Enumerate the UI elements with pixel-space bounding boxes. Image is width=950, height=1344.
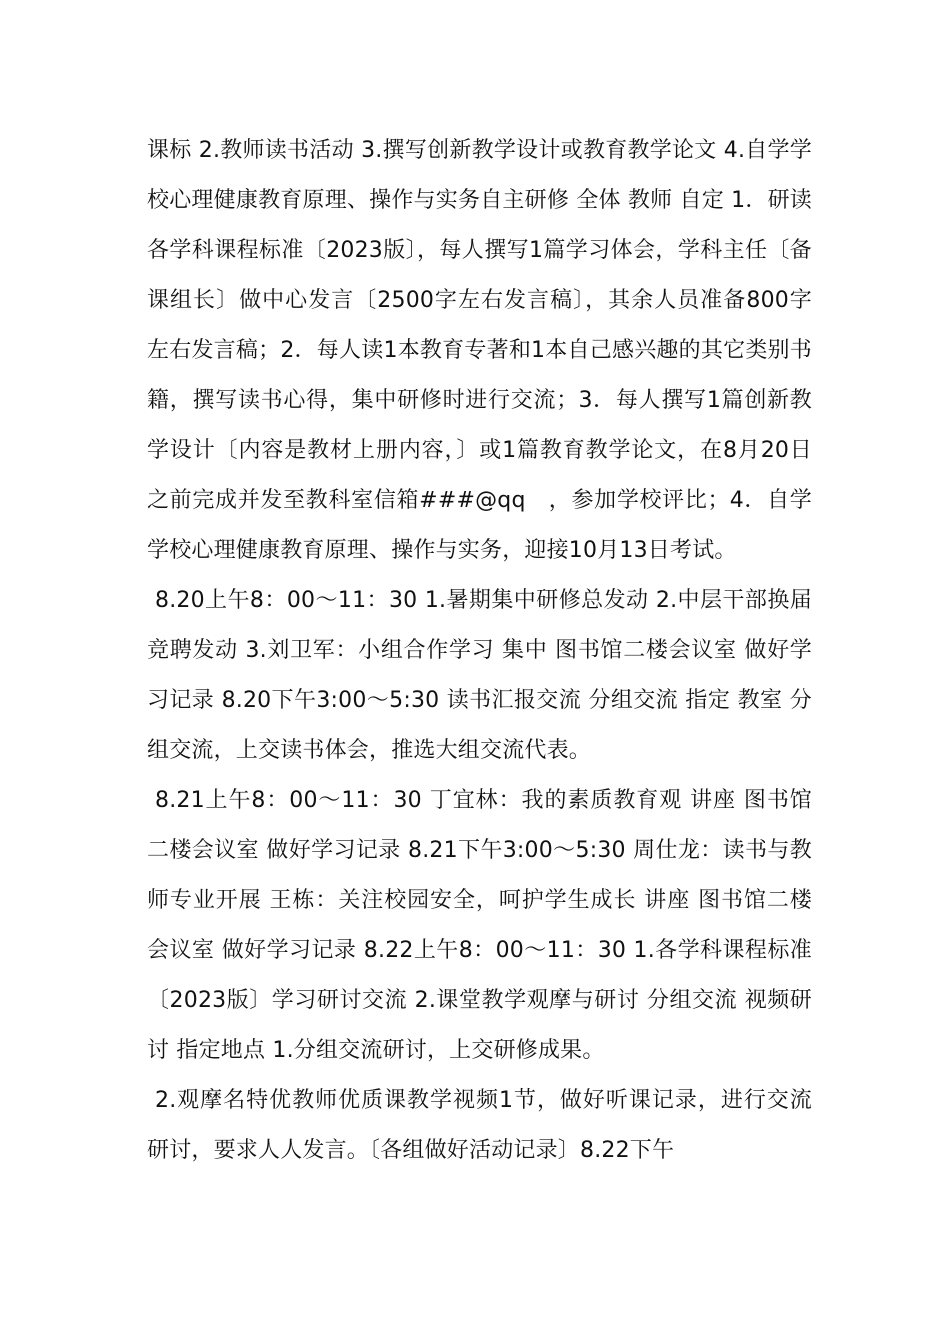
- paragraph-aug-21-22-schedule: 8.21上午8：00～11：30 丁宜林：我的素质教育观 讲座 图书馆二楼会议室 做好学习记录 8.21下午3:00～5:30 周仕龙：读书与教师专业开展 王栋：关注校园安全，呵护学生成长 讲座 图书馆二楼会议室 做好学习记录 8.22上午8：00～11：30 1.各学科课程标准〔2023版〕学习研讨交流 2.课堂教学观摩与研讨 分组交流 视频研讨 指定地点 1.分组交流研讨，上交研修成果。: [147, 788, 812, 1063]
- paragraph-video-observation: 2.观摩名特优教师优质课教学视频1节，做好听课记录，进行交流研讨，要求人人发言。〔各组做好活动记录〕8.22下午: [147, 1088, 812, 1163]
- document-body: [147, 126, 812, 1176]
- paragraph-self-study: 课标 2.教师读书活动 3.撰写创新教学设计或教育教学论文 4.自学学校心理健康教育原理、操作与实务自主研修 全体 教师 自定 1．研读各学科课程标准〔2023版〕，每人撰写1篇学习体会，学科主任〔备课组长〕做中心发言〔2500字左右发言稿〕，其余人员准备800字左右发言稿；2．每人读1本教育专著和1本自己感兴趣的其它类别书籍，撰写读书心得，集中研修时进行交流；3．每人撰写1篇创新教学设计〔内容是教材上册内容，〕或1篇教育教学论文，在8月20日之前完成并发至教科室信箱###@qq ，参加学校评比；4．自学学校心理健康教育原理、操作与实务，迎接10月13日考试。: [147, 138, 812, 563]
- paragraph-aug-20-schedule: 8.20上午8：00～11：30 1.暑期集中研修总发动 2.中层干部换届竞聘发动 3.刘卫军：小组合作学习 集中 图书馆二楼会议室 做好学习记录 8.20下午3:00～5:30 读书汇报交流 分组交流 指定 教室 分组交流，上交读书体会，推选大组交流代表。: [147, 588, 812, 763]
